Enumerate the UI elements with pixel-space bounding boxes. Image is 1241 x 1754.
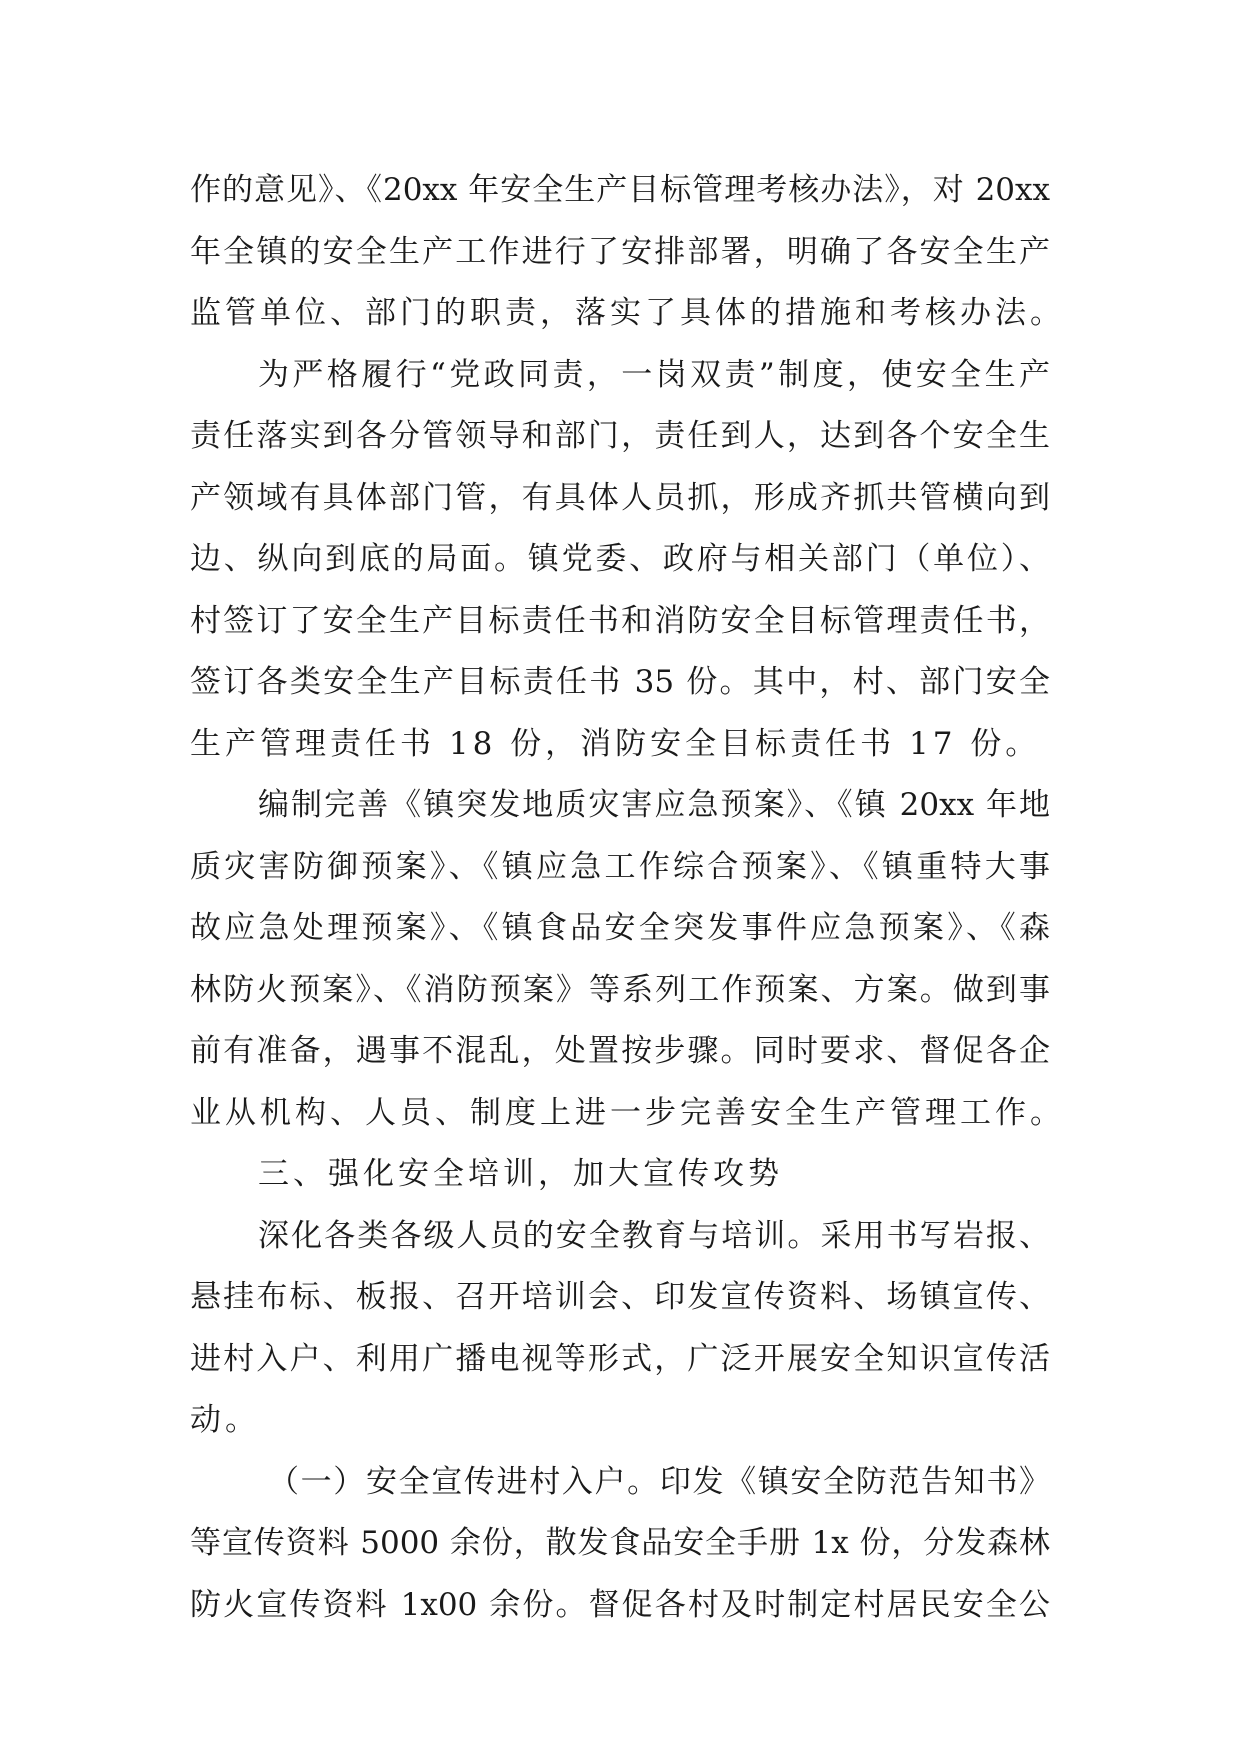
text-line: 生产管理责任书 18 份，消防安全目标责任书 17 份。 [190,725,1041,762]
text-line: 等宣传资料 5000 余份，散发食品安全手册 1x 份，分发森林 [190,1525,1050,1561]
text-line: 悬挂布标、板报、召开培训会、印发宣传资料、场镇宣传、 [190,1279,1050,1315]
text-line: 业从机构、人员、制度上进一步完善安全生产管理工作。 [190,1094,1065,1131]
text-line: 动。 [190,1402,260,1438]
paragraph [190,345,1050,776]
text-line: 责任落实到各分管领导和部门，责任到人，达到各个安全生 [190,418,1050,454]
text-line: 为严格履行“党政同责，一岗双责”制度，使安全生产 [258,356,1050,393]
paragraph [190,775,1065,1144]
document-body [190,160,1065,1636]
text-line: （一）安全宣传进村入户。印发《镇安全防范告知书》 [268,1463,1050,1500]
text-line: 故应急处理预案》、《镇食品安全突发事件应急预案》、《森 [190,910,1050,946]
text-line: 产领域有具体部门管，有具体人员抓，形成齐抓共管横向到 [190,479,1050,516]
section-heading [190,1144,1050,1206]
text-line: 防火宣传资料 1x00 余份。督促各村及时制定村居民安全公 [190,1586,1050,1623]
text-line: 前有准备，遇事不混乱，处置按步骤。同时要求、督促各企 [190,1033,1050,1069]
text-line: 编制完善《镇突发地质灾害应急预案》、《镇 20xx 年地 [258,787,1050,823]
text-line: 监管单位、部门的职责，落实了具体的措施和考核办法。 [190,295,1065,331]
paragraph [190,1452,1050,1637]
text-line: 三、强化安全培训，加大宣传攻势 [258,1156,783,1192]
text-line: 签订各类安全生产目标责任书 35 份。其中，村、部门安全 [190,664,1050,700]
text-line: 进村入户、利用广播电视等形式，广泛开展安全知识宣传活 [190,1340,1050,1377]
text-line: 质灾害防御预案》、《镇应急工作综合预案》、《镇重特大事 [190,848,1050,885]
text-line: 边、纵向到底的局面。镇党委、政府与相关部门（单位）、 [190,541,1050,577]
paragraph [190,160,1065,345]
text-line: 村签订了安全生产目标责任书和消防安全目标管理责任书， [190,602,1050,639]
text-line: 深化各类各级人员的安全教育与培训。采用书写岩报、 [258,1217,1050,1254]
text-line: 林防火预案》、《消防预案》等系列工作预案、方案。做到事 [190,971,1050,1008]
paragraph [190,1206,1050,1452]
text-line: 年全镇的安全生产工作进行了安排部署，明确了各安全生产 [190,233,1050,270]
text-line: 作的意见》、《20xx 年安全生产目标管理考核办法》，对 20xx [190,172,1050,208]
